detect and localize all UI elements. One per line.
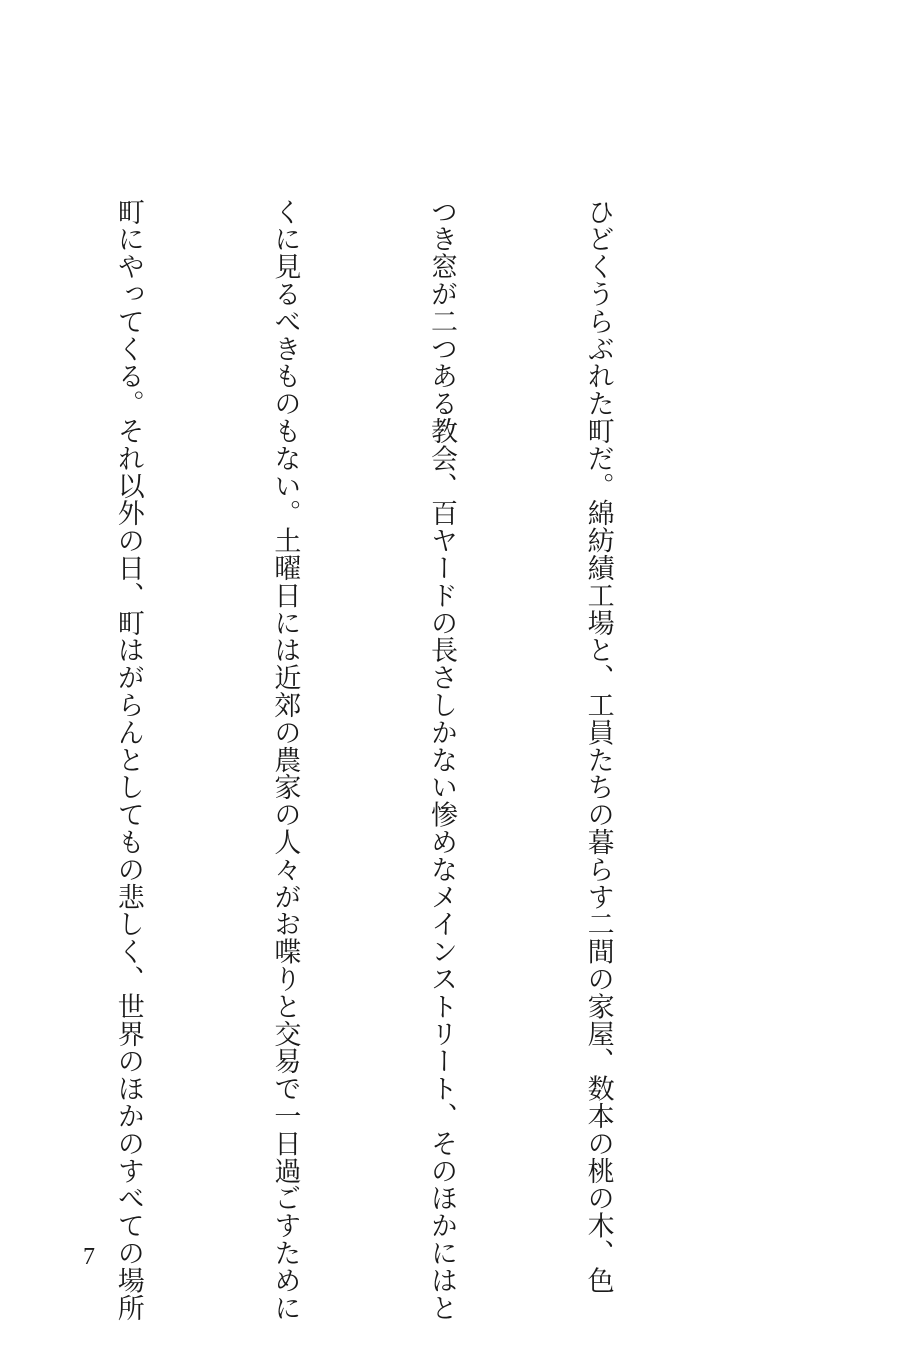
body-text (0, 198, 728, 1322)
text-line: ひどくうらぶれた町だ。綿紡績工場と、工員たちの暮らす二間の家屋、数本の桃の木、色 (582, 198, 614, 1294)
text-line: 町にやってくる。それ以外の日、町はがらんとしてもの悲しく、世界のほかのすべての場所 (112, 198, 144, 1322)
text-line: くに見るべきものもない。土曜日には近郊の農家の人々がお喋りと交易で一日過ごすために (269, 198, 301, 1322)
page-number: 7 (83, 1244, 95, 1270)
text-line: つき窓が二つある教会、百ヤードの長さしかない惨めなメインストリート、そのほかにはと (425, 198, 457, 1322)
